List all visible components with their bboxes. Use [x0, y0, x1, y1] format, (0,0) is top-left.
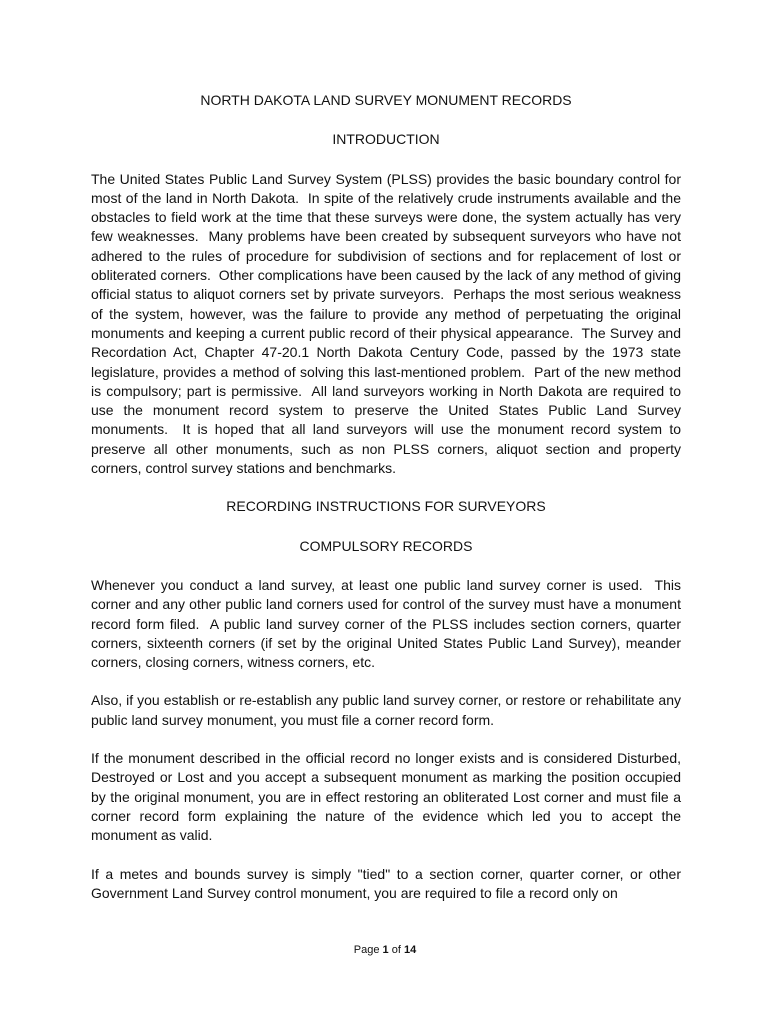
- introduction-paragraph: The United States Public Land Survey System (PLSS) provides the basic boundary control for most of the land in North Dakota. In spite of the relatively crude instruments available and the obstacles to field work at the time that these surveys were done, the system actually has very few weaknesses. Many problems have been created by subsequent surveyors who have not adhered to the rules of procedure for subdivision of sections and for replacement of lost or obliterated corners. Other complications have been caused by the lack of any method of giving official status to aliquot corners set by private surveyors. Perhaps the most serious weakness of the system, however, was the failure to provide any method of perpetuating the original monuments and keeping a current public record of their physical appearance. The Survey and Recordation Act, Chapter 47-20.1 North Dakota Century Code, passed by the 1973 state legislature, provides a method of solving this last-mentioned problem. Part of the new method is compulsory; part is permissive. All land surveyors working in North Dakota are required to use the monument record system to preserve the United States Public Land Survey monuments. It is hoped that all land surveyors will use the monument record system to preserve all other monuments, such as non PLSS corners, aliquot section and property corners, control survey stations and benchmarks.: [91, 170, 685, 477]
- page-of-label: of: [388, 944, 404, 956]
- page-footer: [0, 943, 770, 957]
- document-body: [91, 91, 685, 903]
- compulsory-records-heading: COMPULSORY RECORDS: [299, 537, 473, 554]
- compulsory-paragraph-4: If a metes and bounds survey is simply "tied" to a section corner, quarter corner, or other Government Land Survey control monument, you are required to file a record only on: [91, 865, 685, 901]
- page-number: 1: [382, 944, 389, 956]
- page-label: Page: [353, 944, 383, 956]
- recording-instructions-heading: RECORDING INSTRUCTIONS FOR SURVEYORS: [226, 498, 546, 515]
- compulsory-paragraph-3: If the monument described in the official record no longer exists and is considered Disturbed, Destroyed or Lost and you accept a subsequent monument as marking the position occupied by the original monument, you are in effect restoring an obliterated Lost corner and must file a corner record form explaining the nature of the evidence which led you to accept the monument as valid.: [91, 750, 685, 844]
- page-total: 14: [403, 944, 417, 956]
- compulsory-paragraph-1: Whenever you conduct a land survey, at least one public land survey corner is used. This corner and any other public land corners used for control of the survey must have a monument record form filed. A public land survey corner of the PLSS includes section corners, quarter corners, sixteenth corners (if set by the original United States Public Land Survey), meander corners, closing corners, witness corners, etc.: [91, 576, 685, 671]
- document-title: NORTH DAKOTA LAND SURVEY MONUMENT RECORDS: [200, 92, 572, 108]
- compulsory-paragraph-2: Also, if you establish or re-establish any public land survey corner, or restore or rehabilitate any public land survey monument, you must file a corner record form.: [91, 692, 685, 728]
- introduction-heading: INTRODUCTION: [332, 131, 440, 148]
